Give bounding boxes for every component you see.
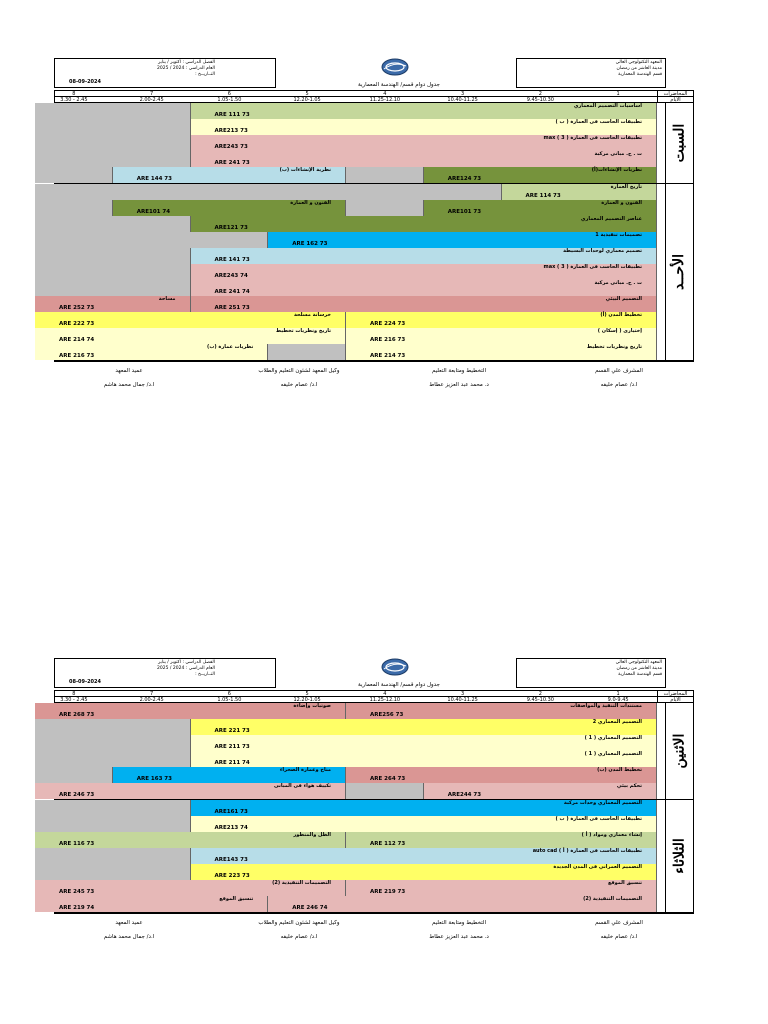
institute-line: المعهد التكنولوجي العالي bbox=[615, 60, 662, 65]
course-cell[interactable] bbox=[424, 167, 657, 183]
slot-number: 1 bbox=[616, 91, 620, 97]
course-cell[interactable] bbox=[191, 119, 658, 135]
schedule-row bbox=[55, 880, 657, 896]
page-header bbox=[54, 56, 694, 90]
course-code: ARE 216 73 bbox=[59, 353, 95, 359]
course-title: تكييف هواء فى المبانى bbox=[273, 783, 331, 789]
schedule-row bbox=[55, 328, 657, 344]
signature-block bbox=[564, 368, 674, 388]
day-name bbox=[665, 184, 693, 360]
course-cell[interactable] bbox=[35, 767, 113, 783]
course-title: مستندات التنفيذ والمواصفات bbox=[570, 703, 642, 709]
slot-time: 11.25-12.10 bbox=[369, 697, 401, 703]
course-cell[interactable] bbox=[35, 328, 346, 344]
signature-role: وكيل المعهد لشئون التعليم والطلاب bbox=[258, 920, 340, 926]
course-cell[interactable] bbox=[35, 216, 191, 232]
semester-line: التــاريــخ : bbox=[195, 672, 215, 677]
institute-line: قسم الهندسة المعمارية bbox=[618, 72, 662, 77]
slot-time: 1.05-1.50 bbox=[217, 697, 242, 703]
course-code: ARE243 73 bbox=[214, 144, 248, 150]
course-cell[interactable] bbox=[268, 232, 657, 248]
course-cell[interactable] bbox=[346, 344, 657, 360]
slot-time: 2.00-2.45 bbox=[139, 97, 164, 103]
course-cell[interactable] bbox=[191, 216, 658, 232]
course-title: مساحة bbox=[158, 296, 176, 302]
course-title: تصميمات تنفيذية 1 bbox=[595, 232, 642, 238]
course-code: ARE 264 73 bbox=[370, 776, 406, 782]
course-title: تحكم بيئي bbox=[616, 783, 642, 789]
course-cell[interactable] bbox=[191, 151, 658, 167]
course-code: ARE 252 73 bbox=[59, 305, 95, 311]
course-code: ARE 241 74 bbox=[214, 289, 250, 295]
course-cell[interactable] bbox=[35, 703, 346, 719]
signature-section bbox=[54, 368, 694, 404]
course-title: تطبيقات الحاسب فى العمارة ( ب ) bbox=[555, 816, 642, 822]
schedule-row bbox=[55, 103, 657, 119]
course-code: ARE 214 73 bbox=[370, 353, 406, 359]
course-title: الفنون و العمارة bbox=[290, 200, 331, 206]
schedule-row bbox=[55, 248, 657, 264]
schedule-row bbox=[55, 280, 657, 296]
course-code: ARE 114 73 bbox=[525, 193, 561, 199]
course-code: ARE 211 73 bbox=[214, 744, 250, 750]
institute-line: مدينة العاشر من رمضان bbox=[616, 666, 662, 671]
signature-name: ا.د/ عصام خليفه bbox=[600, 382, 638, 388]
schedule-row bbox=[55, 344, 657, 360]
slot-number: 5 bbox=[305, 91, 309, 97]
course-code: ARE101 73 bbox=[447, 209, 482, 215]
course-code: ARE243 74 bbox=[214, 273, 248, 279]
course-cell[interactable] bbox=[191, 800, 658, 816]
slot-number: 1 bbox=[616, 691, 620, 697]
course-cell[interactable] bbox=[191, 103, 658, 119]
course-code: ARE 141 73 bbox=[214, 257, 250, 263]
course-cell[interactable] bbox=[346, 703, 657, 719]
schedule-row bbox=[55, 735, 657, 751]
course-title: تنسيق الموقع bbox=[607, 880, 642, 886]
schedule-row bbox=[55, 167, 657, 183]
day-block bbox=[55, 184, 693, 361]
schedule-page-1 bbox=[54, 56, 694, 404]
slot-time: 9.0-9.45 bbox=[607, 697, 629, 703]
course-cell[interactable] bbox=[35, 280, 191, 296]
slot-number: 3 bbox=[461, 691, 465, 697]
lectures-label: المحاضرات bbox=[657, 691, 693, 696]
course-cell[interactable] bbox=[35, 896, 268, 912]
course-cell[interactable] bbox=[113, 167, 346, 183]
schedule-row bbox=[55, 816, 657, 832]
course-code: ARE 245 73 bbox=[59, 889, 95, 895]
schedule-row bbox=[55, 864, 657, 880]
schedule-row bbox=[55, 264, 657, 280]
slot-time: 2.00-2.45 bbox=[139, 697, 164, 703]
institute-logo bbox=[380, 57, 410, 77]
day-name bbox=[665, 103, 693, 183]
course-cell[interactable] bbox=[346, 783, 424, 799]
schedule-row bbox=[55, 200, 657, 216]
schedule-row bbox=[55, 767, 657, 783]
schedule-date: 08-09-2024 bbox=[69, 679, 101, 685]
day-name-text: الاثنين bbox=[671, 733, 688, 769]
course-cell[interactable] bbox=[35, 848, 191, 864]
schedule-row bbox=[55, 216, 657, 232]
course-cell[interactable] bbox=[346, 767, 657, 783]
slot-time: 12.20-1.05 bbox=[293, 97, 321, 103]
course-code: ARE 241 73 bbox=[214, 160, 250, 166]
slot-number: 8 bbox=[72, 691, 76, 697]
course-title: التصميم المعماري وحدات مركبة bbox=[563, 800, 642, 806]
semester-line: التــاريــخ : bbox=[195, 72, 215, 77]
course-cell[interactable] bbox=[191, 296, 658, 312]
day-name-text: الأحــد bbox=[671, 253, 688, 291]
course-cell[interactable] bbox=[35, 296, 191, 312]
semester-box bbox=[54, 58, 276, 88]
course-title: نظريات عمارة (ب) bbox=[207, 344, 254, 350]
schedule-page-2 bbox=[54, 656, 694, 956]
slot-number: 2 bbox=[538, 691, 542, 697]
course-code: ARE213 73 bbox=[214, 128, 248, 134]
schedule-row bbox=[55, 312, 657, 328]
semester-line: العام الدراسي : 2024 / 2025 bbox=[157, 666, 215, 671]
course-code: ARE 214 74 bbox=[59, 337, 95, 343]
course-cell[interactable] bbox=[424, 783, 657, 799]
course-cell[interactable] bbox=[35, 312, 346, 328]
course-title: إنشاء معماري ومواد ( أ ) bbox=[581, 832, 642, 838]
schedule-row bbox=[55, 151, 657, 167]
course-cell[interactable] bbox=[191, 735, 658, 751]
semester-info bbox=[115, 660, 215, 678]
slot-number: 7 bbox=[150, 91, 154, 97]
course-title: الفنون و العمارة bbox=[601, 200, 642, 206]
signature-block bbox=[564, 920, 674, 940]
course-title: التصميمات التنفيذية (2) bbox=[272, 880, 331, 886]
institute-line: قسم الهندسة المعمارية bbox=[618, 672, 662, 677]
course-title: تطبيقات الحاسب فى العمارة ( 3 ) max bbox=[543, 135, 642, 141]
signature-name: ا.د/ جمال محمد هاشم bbox=[103, 934, 155, 940]
course-title: نظريات الإنشاءات(أ) bbox=[591, 167, 642, 173]
signature-role: التخطيط ومتابعة التعليم bbox=[431, 368, 487, 374]
day-name bbox=[665, 800, 693, 912]
course-cell[interactable] bbox=[35, 135, 191, 151]
course-cell[interactable] bbox=[35, 248, 191, 264]
day-block bbox=[55, 103, 693, 184]
course-title: التصميم المعماري ( 1 ) bbox=[584, 735, 642, 741]
course-title: تخطيط المدن (ب) bbox=[597, 767, 642, 773]
signature-name: ا.د/ عصام خليفه bbox=[280, 382, 318, 388]
course-cell[interactable] bbox=[35, 119, 191, 135]
course-cell[interactable] bbox=[191, 719, 658, 735]
course-cell[interactable] bbox=[191, 248, 658, 264]
course-code: ARE 116 73 bbox=[59, 841, 95, 847]
slot-time: 12.20-1.05 bbox=[293, 697, 321, 703]
course-title: ت . ح. مبانى مركبة bbox=[594, 151, 642, 157]
slot-number: 5 bbox=[305, 691, 309, 697]
course-cell[interactable] bbox=[35, 232, 268, 248]
semester-box bbox=[54, 658, 276, 688]
course-code: ARE 163 73 bbox=[136, 776, 172, 782]
schedule-row bbox=[55, 783, 657, 799]
course-cell[interactable] bbox=[191, 848, 658, 864]
days-label: الايام bbox=[657, 97, 693, 102]
day-name-text: الثلاثاء bbox=[671, 838, 688, 874]
course-cell[interactable] bbox=[113, 767, 346, 783]
course-title: تاريخ العمارة bbox=[610, 184, 642, 190]
institute-line: المعهد التكنولوجي العالي bbox=[615, 660, 662, 665]
timetable-grid bbox=[54, 690, 694, 914]
schedule-row bbox=[55, 832, 657, 848]
course-title: تطبيقات الحاسب فى العمارة ( أ ) auto cad bbox=[532, 848, 642, 854]
timetable-grid bbox=[54, 90, 694, 362]
schedule-row bbox=[55, 751, 657, 767]
course-title: صوتيات وإضاءة bbox=[293, 703, 331, 709]
schedule-row bbox=[55, 135, 657, 151]
course-cell[interactable] bbox=[346, 880, 657, 896]
course-title: تنسيق الموقع bbox=[219, 896, 254, 902]
course-title: تاريخ ونظريات تخطيط bbox=[586, 344, 642, 350]
course-cell[interactable] bbox=[35, 783, 346, 799]
institute-box bbox=[516, 58, 666, 88]
course-cell[interactable] bbox=[191, 864, 658, 880]
course-title: الظل والمنظور bbox=[293, 832, 331, 838]
course-code: ARE256 73 bbox=[370, 712, 404, 718]
slot-time: 11.25-12.10 bbox=[369, 97, 401, 103]
signature-block bbox=[404, 920, 514, 940]
course-cell[interactable] bbox=[35, 103, 191, 119]
course-cell[interactable] bbox=[35, 751, 191, 767]
course-title: التصميم العمراني فى المدن الجديدة bbox=[553, 864, 642, 870]
course-title: تاريخ ونظريات تخطيط bbox=[275, 328, 331, 334]
schedule-row bbox=[55, 184, 657, 200]
schedule-row bbox=[55, 232, 657, 248]
signature-section bbox=[54, 920, 694, 956]
course-title: خرسانة مسلحة bbox=[293, 312, 331, 318]
course-title: التصميم المعماري ( 1 ) bbox=[584, 751, 642, 757]
course-cell[interactable] bbox=[191, 264, 658, 280]
day-name-text: السبت bbox=[671, 123, 688, 163]
signature-block bbox=[244, 368, 354, 388]
course-cell[interactable] bbox=[346, 832, 657, 848]
slot-number: 4 bbox=[383, 691, 387, 697]
course-title: اساسيات التصميم المعماري bbox=[573, 103, 642, 109]
course-title: إختيارى ( إسكان ) bbox=[597, 328, 642, 334]
signature-name: ا.د/ عصام خليفه bbox=[600, 934, 638, 940]
schedule-row bbox=[55, 119, 657, 135]
course-code: ARE 219 73 bbox=[370, 889, 406, 895]
schedule-row bbox=[55, 719, 657, 735]
slot-time: 10.40-11.25 bbox=[447, 97, 478, 103]
course-code: ARE 246 74 bbox=[292, 905, 328, 911]
course-title: التصميم البيئي bbox=[605, 296, 642, 302]
institute-line: مدينة العاشر من رمضان bbox=[616, 66, 662, 71]
course-cell[interactable] bbox=[35, 864, 191, 880]
day-name bbox=[665, 703, 693, 799]
course-cell[interactable] bbox=[35, 344, 268, 360]
course-cell[interactable] bbox=[113, 200, 346, 216]
course-title: تخطيط المدن (أ) bbox=[600, 312, 642, 318]
course-title: ت . ح. مبانى مركبة bbox=[594, 280, 642, 286]
course-title: نظرية الإنشاءات (ب) bbox=[279, 167, 331, 173]
course-code: ARE143 73 bbox=[214, 857, 248, 863]
course-cell[interactable] bbox=[35, 167, 113, 183]
course-code: ARE213 74 bbox=[214, 825, 248, 831]
slot-number: 7 bbox=[150, 691, 154, 697]
course-cell[interactable] bbox=[35, 264, 191, 280]
slot-number: 8 bbox=[72, 91, 76, 97]
course-code: ARE 162 73 bbox=[292, 241, 328, 247]
signature-name: ا.د/ جمال محمد هاشم bbox=[103, 382, 155, 388]
course-cell[interactable] bbox=[191, 816, 658, 832]
semester-info bbox=[115, 60, 215, 78]
page-header bbox=[54, 656, 694, 690]
signature-role: التخطيط ومتابعة التعليم bbox=[431, 920, 487, 926]
signature-block bbox=[74, 368, 184, 388]
course-cell[interactable] bbox=[35, 800, 191, 816]
course-cell[interactable] bbox=[191, 280, 658, 296]
course-title: تصميم معماري لوحدات البسيطة bbox=[563, 248, 642, 254]
course-cell[interactable] bbox=[424, 200, 657, 216]
signature-role: المشرف علي القسم bbox=[595, 920, 643, 926]
slot-number: 2 bbox=[538, 91, 542, 97]
course-code: ARE 112 73 bbox=[370, 841, 406, 847]
course-cell[interactable] bbox=[35, 151, 191, 167]
course-cell[interactable] bbox=[346, 200, 424, 216]
course-code: ARE 246 73 bbox=[59, 792, 95, 798]
lectures-label: المحاضرات bbox=[657, 91, 693, 96]
course-cell[interactable] bbox=[346, 312, 657, 328]
slot-number: 6 bbox=[227, 691, 231, 697]
days-label: الايام bbox=[657, 697, 693, 702]
slot-number: 4 bbox=[383, 91, 387, 97]
course-cell[interactable] bbox=[35, 735, 191, 751]
course-cell[interactable] bbox=[502, 184, 658, 200]
course-cell[interactable] bbox=[35, 200, 113, 216]
slot-time: 1.05-1.50 bbox=[217, 97, 242, 103]
course-cell[interactable] bbox=[268, 896, 657, 912]
signature-role: وكيل المعهد لشئون التعليم والطلاب bbox=[258, 368, 340, 374]
course-code: ARE161 73 bbox=[214, 809, 248, 815]
schedule-date: 08-09-2024 bbox=[69, 79, 101, 85]
signature-name: ا.د/ عصام خليفه bbox=[280, 934, 318, 940]
course-cell[interactable] bbox=[35, 184, 502, 200]
signature-role: عميد المعهد bbox=[115, 920, 143, 926]
schedule-title: جدول دوام قسم/ الهندسة المعمارية bbox=[358, 682, 440, 688]
course-code: ARE 111 73 bbox=[214, 112, 250, 118]
institute-box bbox=[516, 658, 666, 688]
slot-time: 3.30 - 2.45 bbox=[60, 697, 88, 703]
course-code: ARE244 73 bbox=[447, 792, 482, 798]
course-cell[interactable] bbox=[268, 344, 346, 360]
course-title: عناصر التصميم المعماري bbox=[580, 216, 642, 222]
schedule-row bbox=[55, 896, 657, 912]
course-code: ARE 268 73 bbox=[59, 712, 95, 718]
course-cell[interactable] bbox=[346, 167, 424, 183]
course-code: ARE 216 73 bbox=[370, 337, 406, 343]
course-cell[interactable] bbox=[191, 751, 658, 767]
day-block bbox=[55, 800, 693, 913]
slot-time: 9.45-10.30 bbox=[526, 697, 554, 703]
course-code: ARE101 74 bbox=[136, 209, 171, 215]
course-code: ARE 223 73 bbox=[214, 873, 250, 879]
course-title: التصميمات التنفيذية (2) bbox=[583, 896, 642, 902]
course-code: ARE 144 73 bbox=[136, 176, 172, 182]
signature-block bbox=[74, 920, 184, 940]
course-code: ARE124 73 bbox=[447, 176, 482, 182]
course-code: ARE 224 73 bbox=[370, 321, 406, 327]
slot-number: 6 bbox=[227, 91, 231, 97]
course-code: ARE 221 73 bbox=[214, 728, 250, 734]
signature-block bbox=[404, 368, 514, 388]
course-title: تطبيقات الحاسب فى العمارة ( 3 ) max bbox=[543, 264, 642, 270]
course-code: ARE121 73 bbox=[214, 225, 248, 231]
course-title: تطبيقات الحاسب فى العمارة ( ب ) bbox=[555, 119, 642, 125]
institute-logo bbox=[380, 657, 410, 677]
course-code: ARE 251 73 bbox=[214, 305, 250, 311]
course-cell[interactable] bbox=[191, 135, 658, 151]
course-cell[interactable] bbox=[35, 832, 346, 848]
schedule-row bbox=[55, 848, 657, 864]
course-cell[interactable] bbox=[35, 719, 191, 735]
schedule-row bbox=[55, 800, 657, 816]
signature-role: عميد المعهد bbox=[115, 368, 143, 374]
course-title: مناخ وعمارة الصحراء bbox=[279, 767, 331, 773]
course-cell[interactable] bbox=[35, 880, 346, 896]
semester-line: العام الدراسي : 2024 / 2025 bbox=[157, 66, 215, 71]
schedule-row bbox=[55, 296, 657, 312]
day-block bbox=[55, 703, 693, 800]
signature-block bbox=[244, 920, 354, 940]
signature-role: المشرف علي القسم bbox=[595, 368, 643, 374]
course-code: ARE 211 74 bbox=[214, 760, 250, 766]
slot-time: 10.40-11.25 bbox=[447, 697, 478, 703]
slot-number: 3 bbox=[461, 91, 465, 97]
course-code: ARE 222 73 bbox=[59, 321, 95, 327]
slot-time: 9.45-10.30 bbox=[526, 97, 554, 103]
signature-name: د. محمد عبد العزيز عطاط bbox=[429, 934, 489, 940]
course-code: ARE 219 74 bbox=[59, 905, 95, 911]
slot-time: 3.30 - 2.45 bbox=[60, 97, 88, 103]
semester-line: الفصل الدراسي : اكتوبر / يناير bbox=[158, 660, 215, 665]
course-cell[interactable] bbox=[346, 328, 657, 344]
schedule-row bbox=[55, 703, 657, 719]
semester-line: الفصل الدراسي : اكتوبر / يناير bbox=[158, 60, 215, 65]
signature-name: د. محمد عبد العزيز عطاط bbox=[429, 382, 489, 388]
schedule-title: جدول دوام قسم/ الهندسة المعمارية bbox=[358, 82, 440, 88]
course-cell[interactable] bbox=[35, 816, 191, 832]
course-title: التصميم المعماري 2 bbox=[592, 719, 642, 725]
